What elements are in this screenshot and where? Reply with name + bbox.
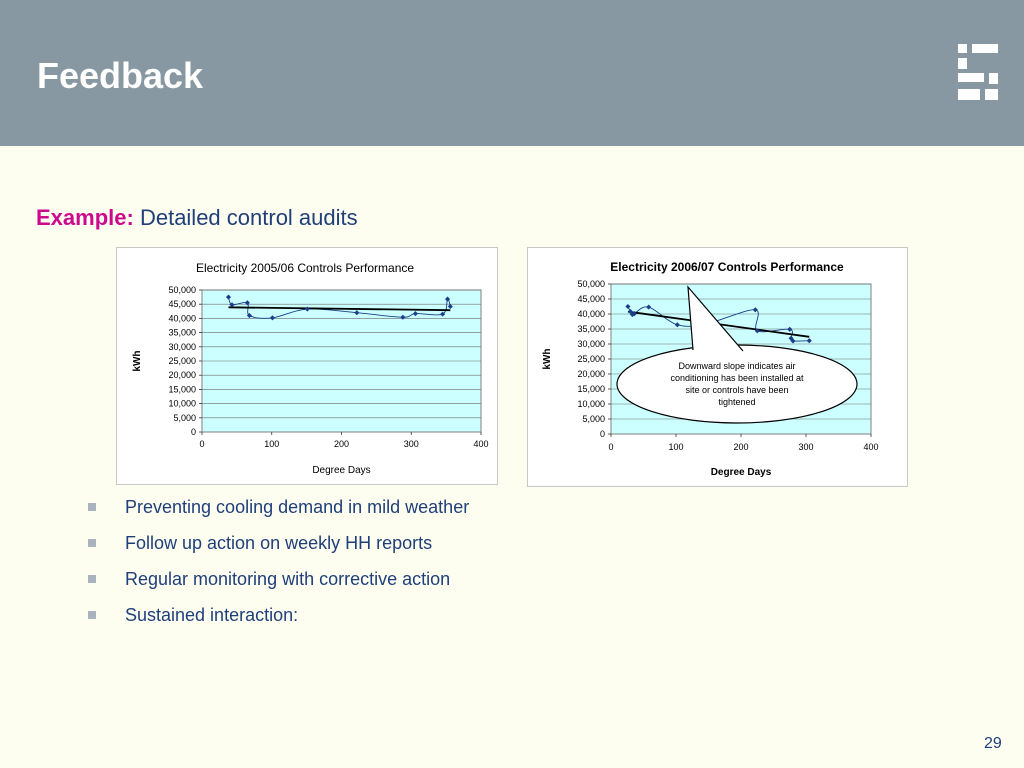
y-tick-label: 35,000 xyxy=(577,324,605,334)
chart-2005-06-svg xyxy=(117,248,497,484)
y-tick-label: 35,000 xyxy=(168,327,196,338)
annotation-bubble xyxy=(617,345,857,423)
y-tick-label: 20,000 xyxy=(168,370,196,381)
subtitle-emphasis: Example: xyxy=(36,205,134,230)
y-tick-label: 15,000 xyxy=(168,384,196,395)
y-axis-label: kWh xyxy=(542,348,553,370)
x-tick-label: 400 xyxy=(473,439,489,449)
y-tick-label: 10,000 xyxy=(577,399,605,409)
chart-2006-07-svg xyxy=(528,248,907,486)
x-tick-label: 0 xyxy=(608,442,614,452)
y-tick-label: 15,000 xyxy=(577,384,605,394)
y-tick-label: 30,000 xyxy=(577,339,605,349)
page-title: Feedback xyxy=(37,55,204,96)
chart-2006-07 xyxy=(527,247,908,487)
y-tick-label: 0 xyxy=(599,429,605,439)
annotation-text: site or controls have been xyxy=(685,385,789,395)
bullet-square-icon xyxy=(88,611,96,619)
bullet-text: Preventing cooling demand in mild weather xyxy=(125,497,470,517)
x-tick-label: 300 xyxy=(403,439,419,449)
annotation-text: conditioning has been installed at xyxy=(670,373,804,383)
x-tick-label: 100 xyxy=(264,439,280,449)
bullet-item xyxy=(88,530,469,566)
y-tick-label: 10,000 xyxy=(168,398,196,409)
chart-title: Electricity 2005/06 Controls Performance xyxy=(195,261,415,275)
annotation-text: Downward slope indicates air xyxy=(678,361,796,371)
x-axis-label: Degree Days xyxy=(312,465,371,476)
y-tick-label: 5,000 xyxy=(582,414,605,424)
page-number: 29 xyxy=(984,735,1002,752)
chart-2005-06 xyxy=(116,247,498,485)
y-axis-label: kWh xyxy=(132,350,143,372)
bullet-square-icon xyxy=(88,575,96,583)
bullet-text: Follow up action on weekly HH reports xyxy=(125,533,433,553)
y-tick-label: 45,000 xyxy=(577,294,605,304)
x-tick-label: 200 xyxy=(333,439,350,449)
chart-title: Electricity 2006/07 Controls Performance xyxy=(610,260,844,274)
company-logo-icon xyxy=(958,44,998,101)
y-tick-label: 20,000 xyxy=(577,369,605,379)
y-tick-label: 50,000 xyxy=(168,285,196,295)
y-tick-label: 25,000 xyxy=(168,356,196,366)
y-tick-label: 50,000 xyxy=(577,279,605,289)
header-band xyxy=(0,0,1024,146)
subtitle-text: Detailed control audits xyxy=(139,205,358,230)
x-axis-label: Degree Days xyxy=(710,467,772,478)
x-tick-label: 400 xyxy=(863,442,879,452)
x-tick-label: 200 xyxy=(733,442,749,452)
x-tick-label: 0 xyxy=(199,439,205,449)
y-tick-label: 40,000 xyxy=(168,313,196,324)
y-tick-label: 30,000 xyxy=(168,341,196,352)
y-tick-label: 0 xyxy=(190,427,196,437)
y-tick-label: 45,000 xyxy=(168,299,196,310)
annotation-text: tightened xyxy=(718,397,756,407)
bullet-item xyxy=(88,566,469,602)
y-tick-label: 5,000 xyxy=(173,412,196,423)
bullet-item xyxy=(88,602,469,638)
bullet-item xyxy=(88,494,469,530)
bullet-text: Regular monitoring with corrective action xyxy=(125,569,451,589)
bullet-text: Sustained interaction: xyxy=(125,605,299,625)
y-tick-label: 40,000 xyxy=(577,309,605,319)
section-subtitle xyxy=(36,204,358,232)
x-tick-label: 100 xyxy=(668,442,684,452)
bullet-square-icon xyxy=(88,503,96,511)
x-tick-label: 300 xyxy=(798,442,814,452)
bullet-square-icon xyxy=(88,539,96,547)
y-tick-label: 25,000 xyxy=(577,354,605,364)
bullet-list xyxy=(88,494,469,638)
